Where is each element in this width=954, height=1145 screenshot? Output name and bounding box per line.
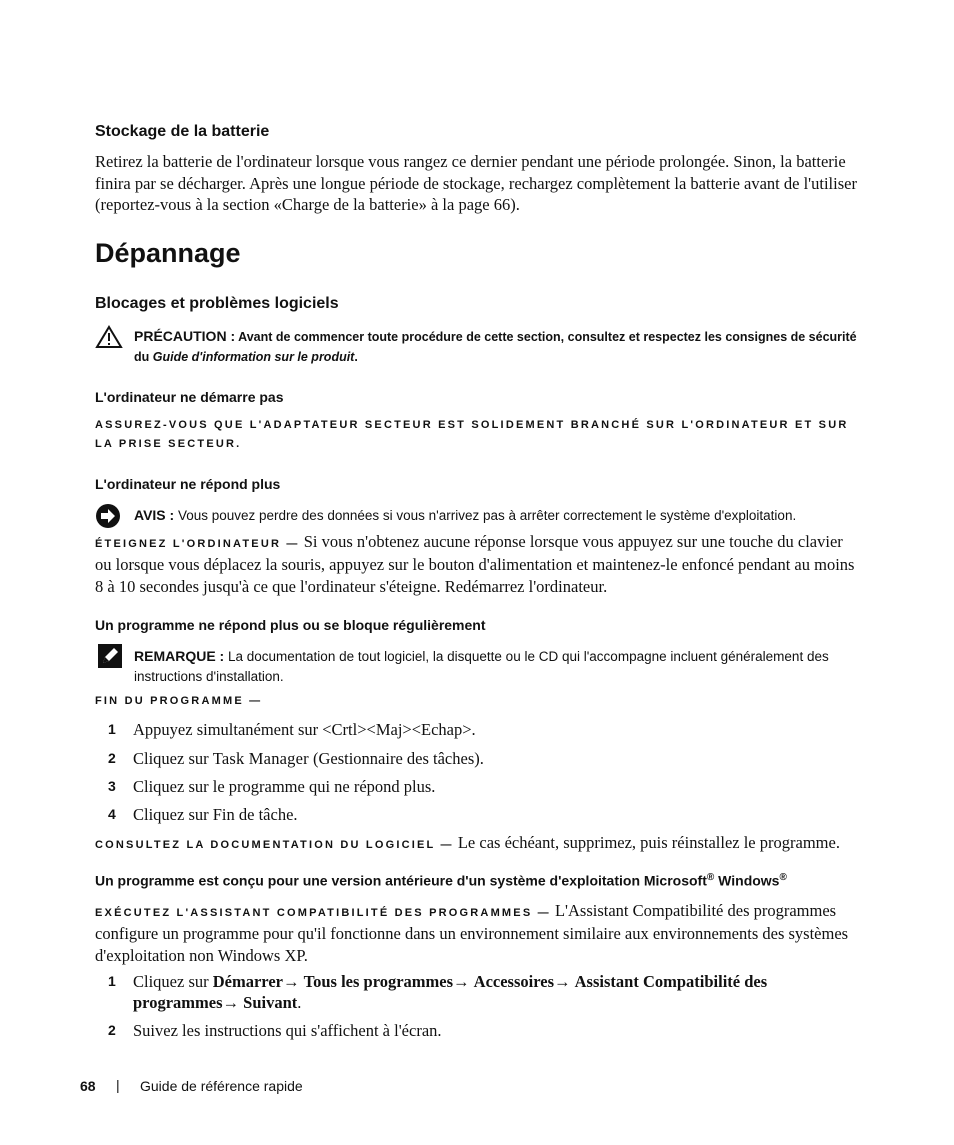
notice-text: Vous pouvez perdre des données si vous n'arrivez pas à arrêter correctement le système d'exploitation. <box>177 508 797 523</box>
heading-computer-no-start: L'ordinateur ne démarre pas <box>95 389 284 405</box>
caution-note <box>134 327 864 367</box>
remark-text: La documentation de tout logiciel, la disquette ou le CD qui l'accompagne incluent généralement des instructions d'installation. <box>134 649 829 684</box>
arrow-icon: → <box>453 972 470 991</box>
page-title: Dépannage <box>95 238 241 268</box>
caution-text: Avant de commencer toute procédure de cette section, consultez et respectez les consignes de sécurité du <box>134 330 857 364</box>
heading-program-hang: Un programme ne répond plus ou se bloque régulièrement <box>95 617 486 633</box>
heading-older-os-program <box>95 872 875 889</box>
arrow-icon: → <box>282 972 300 991</box>
registered-mark: ® <box>706 872 715 883</box>
compat-wizard-lead: EXÉCUTEZ L'ASSISTANT COMPATIBILITÉ DES PROGRAMMES — <box>95 907 551 919</box>
step-1-text: Appuyez simultanément sur <Crtl><Maj><Echap>. <box>133 720 476 739</box>
older-os-heading-windows: Windows <box>714 872 780 889</box>
step-number: 1 <box>108 721 116 737</box>
caution-end: . <box>354 349 358 364</box>
turn-off-paragraph <box>95 531 857 597</box>
heading-computer-no-response: L'ordinateur ne répond plus <box>95 476 281 492</box>
step-number: 3 <box>108 778 116 794</box>
turn-off-body: Si vous n'obtenez aucune réponse lorsque vous appuyez sur une touche du clavier ou lorsque vous déplacez la souris, appuyez sur le bouton d'alimentation et maintenez-le enfoncé pendant au moins 8 à 10 secondes jusqu'à ce que l'ordinateur s'éteigne. Redémarrez l'ordinateur. <box>95 532 855 596</box>
caution-guide-title: Guide d'information sur le produit <box>152 349 355 364</box>
step-4-post: . <box>293 805 298 824</box>
step-text <box>133 748 833 769</box>
notice-arrow-icon <box>95 503 121 529</box>
section-heading-battery-storage: Stockage de la batterie <box>95 123 270 140</box>
consult-docs-paragraph <box>95 832 857 855</box>
step-number: 1 <box>108 973 116 989</box>
step-number: 4 <box>108 806 116 822</box>
notice-note <box>134 506 874 526</box>
footer-separator: | <box>116 1077 120 1093</box>
end-program-lead: FIN DU PROGRAMME — <box>95 695 263 707</box>
turn-off-lead: ÉTEIGNEZ L'ORDINATEUR — <box>95 538 300 550</box>
older-os-step-1-pre: Cliquez sur <box>133 972 213 991</box>
step-4-pre: Cliquez sur <box>133 805 213 824</box>
step-text <box>133 719 833 740</box>
compat-wizard-body: L'Assistant Compatibilité des programmes configure un programme pour qu'il fonctionne dans un environnement similaire aux environnements des systèmes d'exploitation non Windows XP. <box>95 901 849 965</box>
consult-docs-body: Le cas échéant, supprimez, puis réinstallez le programme. <box>457 833 840 852</box>
arrow-icon: → <box>554 972 571 991</box>
remark-note <box>134 647 864 686</box>
consult-docs-lead: CONSULTEZ LA DOCUMENTATION DU LOGICIEL — <box>95 839 454 851</box>
step-2-post: (Gestionnaire des tâches). <box>308 749 484 768</box>
menu-item-accessories: Accessoires <box>473 972 555 991</box>
battery-storage-paragraph: Retirez la batterie de l'ordinateur lorsque vous rangez ce dernier pendant une période prolongée. Sinon, la batterie finira par se décharger. Après une longue période de stockage, rechargez complètement la batterie avant de l'utiliser (reportez-vous à la section «Charge de la batterie» à la page 66). <box>95 152 857 214</box>
compat-wizard-paragraph <box>95 900 857 966</box>
subheading-software-problems: Blocages et problèmes logiciels <box>95 295 339 312</box>
remark-label: REMARQUE : <box>134 648 225 664</box>
arrow-icon: → <box>222 993 240 1012</box>
note-pencil-icon <box>98 644 122 668</box>
instruction-check-adapter: ASSUREZ-VOUS QUE L'ADAPTATEUR SECTEUR EST SOLIDEMENT BRANCHÉ SUR L'ORDINATEUR ET SUR LA PRISE SECTEUR. <box>95 419 849 450</box>
step-number: 2 <box>108 1022 116 1038</box>
notice-label: AVIS : <box>134 507 175 523</box>
step-4-menu-item: Fin de tâche <box>212 805 294 824</box>
step-text <box>133 971 823 1013</box>
menu-item-start: Démarrer <box>212 972 283 991</box>
step-text <box>133 776 833 797</box>
step-2-pre: Cliquez sur <box>133 749 213 768</box>
step-2-menu-item: Task Manager <box>212 749 309 768</box>
menu-item-compat-wizard: Assistant Compatibilité des programmes <box>133 972 768 1012</box>
step-text <box>133 804 833 825</box>
page-number: 68 <box>80 1078 96 1094</box>
menu-item-next: Suivant <box>243 993 298 1012</box>
step-text: Suivez les instructions qui s'affichent à l'écran. <box>133 1021 442 1040</box>
step-number: 2 <box>108 750 116 766</box>
older-os-step-1-end: . <box>297 993 302 1012</box>
menu-item-all-programs: Tous les programmes <box>303 972 454 991</box>
caution-label: PRÉCAUTION : <box>134 328 236 344</box>
older-os-heading-text: Un programme est conçu pour une version antérieure d'un système d'exploitation Microsoft <box>95 872 707 889</box>
caution-warning-icon <box>95 325 123 349</box>
footer-title: Guide de référence rapide <box>140 1078 303 1094</box>
registered-mark: ® <box>779 872 787 883</box>
step-3-text: Cliquez sur le programme qui ne répond plus. <box>133 777 436 796</box>
